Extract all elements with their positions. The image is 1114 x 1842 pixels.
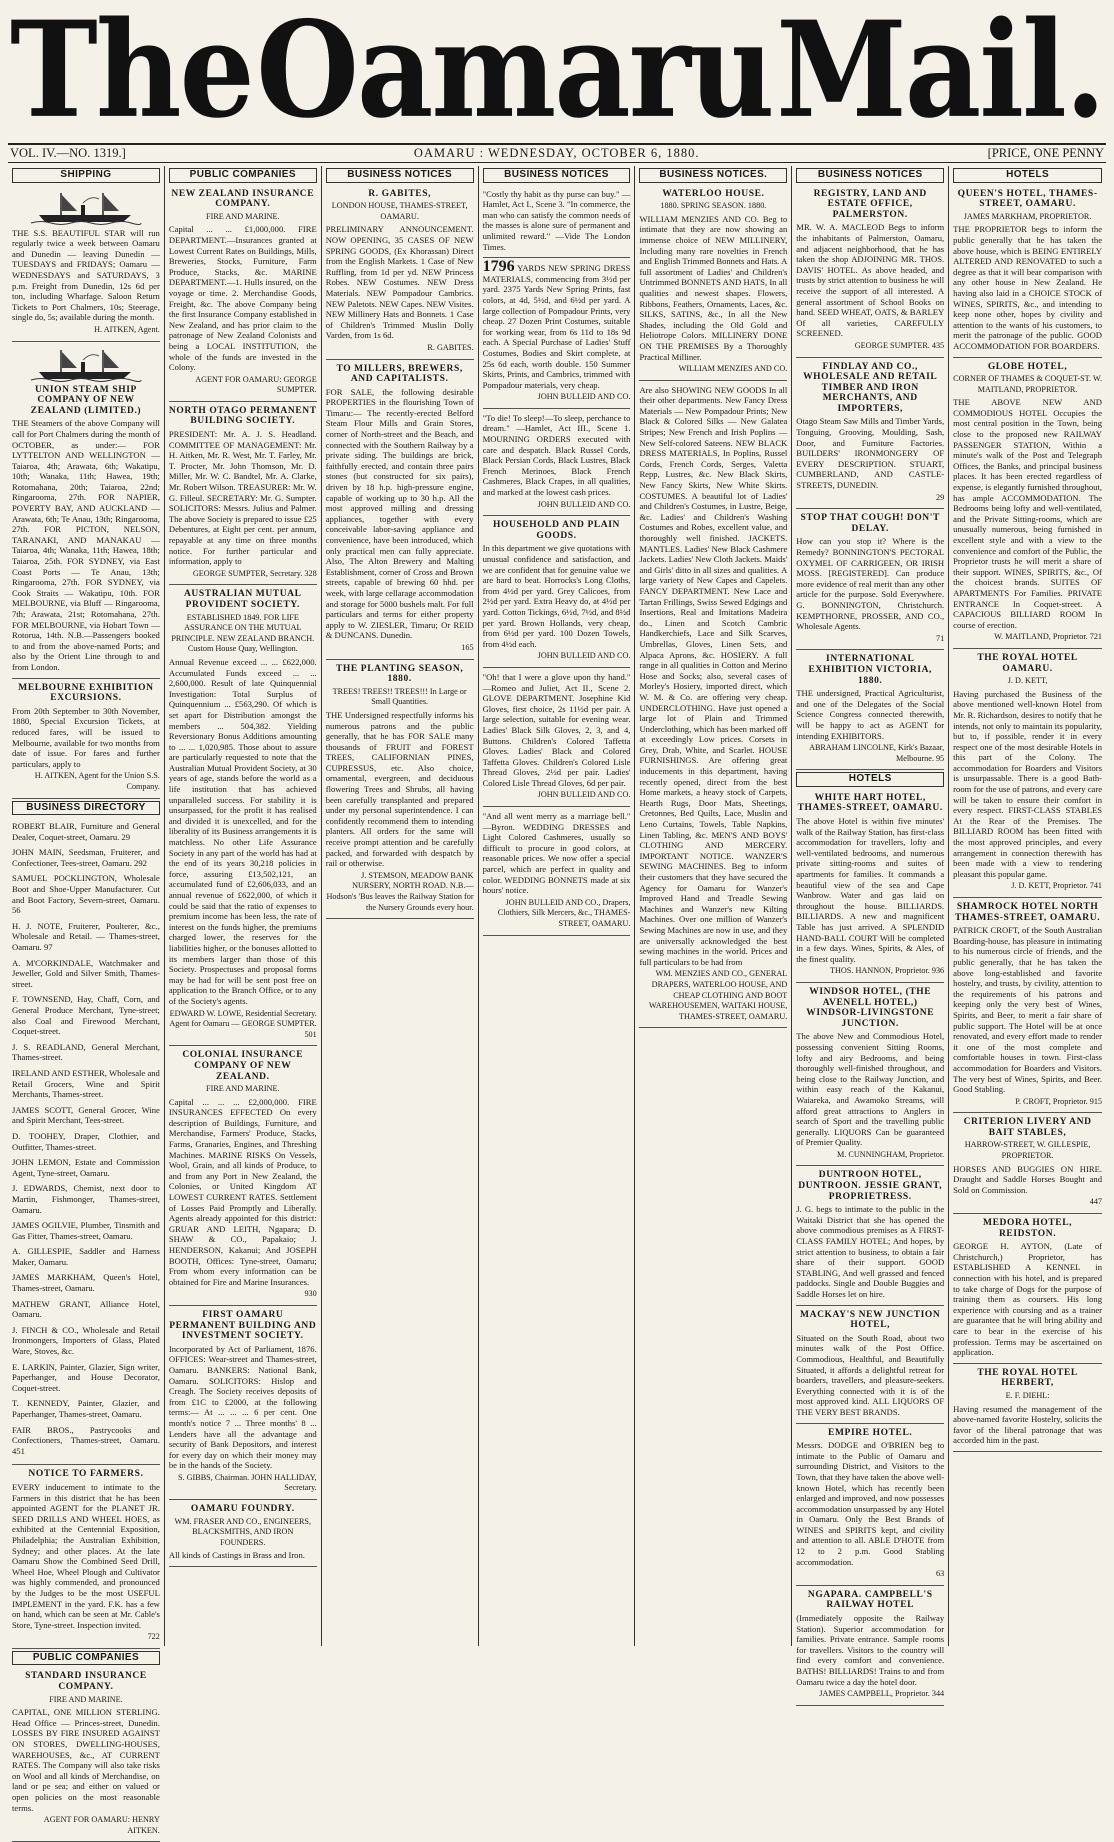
advertisement (796, 791, 944, 983)
directory-entry: JAMES OGILVIE, Plumber, Tinsmith and Gas Fitter, Thames-street, Oamaru. (12, 1220, 160, 1241)
ad-large-figure: 1796 (482, 258, 515, 276)
advertisement (483, 260, 631, 409)
ad-title: FINDLAY AND CO., WHOLESALE AND RETAIL TIMBER AND IRON MERCHANTS, AND IMPORTERS, (803, 361, 938, 414)
column-3 (322, 166, 479, 1646)
ad-subtitle: FIRE AND MARINE. (206, 1084, 280, 1094)
ad-signature: JOHN BULLEID AND CO., Drapers, Clothiers, Silk Mercers, &c., THAMES-STREET, OAMARU. (497, 897, 631, 928)
masthead-word-mail: Mail. (776, 0, 1104, 148)
advertisement (796, 1588, 944, 1706)
columns-container (8, 166, 1106, 1835)
ad-title: DUNTROON HOTEL, DUNTROON. JESSIE GRANT, PROPRIETRESS. (798, 1170, 943, 1202)
advertisement (953, 900, 1102, 1113)
ad-title: INTERNATIONAL EXHIBITION VICTORIA, 1880. (808, 654, 933, 686)
ad-signature: R. GABITES. (427, 342, 474, 352)
column-1 (8, 166, 165, 1835)
ad-title: SHAMROCK HOTEL NORTH THAMES-STREET, OAMARU. (954, 902, 1101, 923)
advertisement (796, 985, 944, 1167)
ad-body: HORSES AND BUGGIES ON HIRE. Draught and Saddle Horses Bought and Sold on Commission. (953, 1163, 1103, 1195)
ad-title: MELBOURNE EXHIBITION EXCURSIONS. (18, 682, 154, 704)
ad-title: STOP THAT COUGH! DON'T DELAY. (800, 513, 940, 534)
ad-signature: W. MAITLAND, Proprietor. 721 (994, 632, 1103, 642)
ad-body: THE Steamers of the above Company will call for Port Chalmers during the month of OCTOBER, as under:— FOR LYTTELTON AND WELLINGTON — Taiaroa, 4th; Arawata, 6th; Wakatipu, 10th; Wanaka, 11th; Hawea, 19th; Rotomahana, 20th; Taiaroa, 22nd; Ringarooma, 27th. FOR NAPIER, POVERTY BAY, AND AUCKLAND — Arawata, 6th; Te Anau, 13th; Ringarooma, 27th. FOR PICTON, NELSON, TARANAKI, AND MANAKAU — Taiaroa, 4th; Wanaka, 11th; Hawea, 18th; Taiaroa, 25th. FOR SYDNEY, via East Coast Ports — Te Anau, 13th; Ringarooma, 27th. FOR SYDNEY, via Cook Straits — Wakatipu, 10th. FOR MELBOURNE, via Bluff — Ringarooma, 7th; Arawata, 21st; Rotomahana, 27th. FOR MELBOURNE, via Hobart Town — Rotorua, 14th. N.B.—Passengers booked to and from the above-named Ports; and also by the Orient Line through to and from London. (12, 418, 160, 672)
standard-insurance-ad (12, 1669, 160, 1842)
ad-subtitle: HARROW-STREET, W. GILLESPIE, PROPRIETOR. (964, 1140, 1091, 1161)
ad-body: "And all went merry as a marriage bell." —Byron. WEDDING DRESSES and Light Colored Cashmeres, usually so difficult to procure in good colors, at reasonable prices. We now offer a special parcel, which are perfect in quality and color. WEDDING BONNETS made at six hours' notice. (482, 811, 631, 896)
masthead-word-oamaru: Oamaru (256, 0, 773, 148)
ad-signature: J. STEMSON, MEADOW BANK NURSERY, NORTH ROAD. N.B.—Hodson's 'Bus leaves the Railway Station for the Nursery Grounds every hour. (326, 870, 474, 912)
directory-entry: JAMES MARKHAM, Queen's Hotel, Thames-street, Oamaru. (12, 1272, 160, 1294)
ship-icon (31, 191, 141, 225)
advertisement (639, 187, 787, 381)
ad-body: "Oh! that I were a glove upon thy hand." —Romeo and Juliet, Act II., Scene 2. GLOVE DEPARTMENT. Josephine Kid Gloves, first choice, 2s 11½d per pair. A large selection, suitable for evening wear. Ladies' Black Silk Gloves, 2, 3, and 4, Buttons. Children's Colored Taffetta Gloves. Ladies' Black and Colored Taffetta Gloves. Children's Colored Lisle Thread Gloves, 2½d per pair. Ladies' Colored Lisle Thread Gloves, 6d per pair. (482, 671, 631, 788)
ad-body: PRELIMINARY ANNOUNCEMENT. NOW OPENING, 35 CASES OF NEW SPRING GOODS, (Ex Khorassan) Direct from the English Markets. 1 Case of New Ruffling, from 1d per yd. NEW Princess Robes. NEW Costumes. NEW Dress Materials. NEW Pompadour Cambrics. NEW Paletots. NEW Capes. NEW Visites. NEW Millinery Hats and Bonnets. 1 Case of Children's Trimmed Muslin Dolly Varden, from 1s 6d. (325, 224, 474, 341)
masthead (0, 0, 1114, 148)
ad-subtitle: J. D. KETT, (1007, 676, 1048, 686)
advertisement (326, 187, 474, 360)
ad-signature: H. AITKEN, Agent. (94, 324, 160, 334)
advertisement (953, 1366, 1102, 1452)
advertisement (953, 1115, 1102, 1214)
ad-title: NORTH OTAGO PERMANENT BUILDING SOCIETY. (168, 405, 317, 427)
directory-entry: D. TOOHEY, Draper, Clothier, and Outfitter, Thames-street. (12, 1130, 160, 1152)
ad-signature: 447 (1089, 1197, 1103, 1207)
ad-title: THE PLANTING SEASON, 1880. (335, 663, 464, 685)
masthead-word-the: The (10, 0, 253, 148)
ad-signature: J. D. KETT, Proprietor. 741 (1011, 881, 1103, 891)
ad-body: THE S.S. BEAUTIFUL STAR will run regularly twice a week between Oamaru and Dunedin — leaving Dunedin — TUESDAYS and FRIDAYS; Oamaru — WEDNESDAYS and SATURDAYS, 3 p.m. Freight from Dunedin, 12s 6d per ton, including Wharfage. Saloon Return Tickets to Port Chalmers, 10s; Steerage, single do, 5s; available during the month. (12, 227, 160, 323)
advertisement (796, 1426, 944, 1586)
ad-body: Capital ... ... ... £2,000,000. FIRE INSURANCES EFFECTED On every description of Buildings, Furniture, and Merchandise, Farmers' Produce, Stacks, Farms, Granaries, Engines, and Threshing Machines. MARINE RISKS On Vessels, Wool, Grain, and all kinds of Produce, to and from any Port in New Zealand, the Colonies, or United Kingdom AT LOWEST CURRENT RATES. Settlement of Losses Paid Promptly and Liberally. Agents already appointed for this district: GRUAR AND LEITH, Ngapara; D. SHAW & CO., Papakaio; J. HENDERSON, Kakanui; And JOSEPH BOOTH, Offices: Tyne-street, Oamaru; From whom every information can be obtained for Fire and Marine Insurances. (168, 1096, 317, 1287)
ad-body: Situated on the South Road, about two minutes walk of the Post Office. Commodious, Healthful, and Beautifully Situated, it affords a delightful retreat for boarders, travellers, and pleasure-seekers. Everything connected with it is of the most approved kind. ALL LIQUORS OF THE VERY BEST BRANDS. (796, 1332, 945, 1417)
column-2 (165, 166, 322, 1646)
ad-signature: 63 (935, 1569, 945, 1579)
directory-entry: ROBERT BLAIR, Furniture and General Dealer, Coquet-street, Oamaru. 29 (12, 821, 160, 842)
ad-signature: JOHN BULLEID AND CO. (537, 651, 631, 661)
advertisement (796, 360, 944, 510)
column-heading: SHIPPING (12, 168, 160, 183)
advertisement (169, 187, 317, 402)
ad-body: Capital ... ... £1,000,000. FIRE DEPARTMENT.—Insurances granted at Lowest Current Rates on Buildings, Mills, Breweries, Stocks, Furniture, Farm Produce, Stacks, &c. MARINE DEPARTMENT.—1. Hulls insured, on the voyage or time. 2. Merchandise Goods, Freight, &c. The above Company being the first Insurance Company established in New Zealand, and has prior claim to the patronage of New Zealand Colonists and being a LOCAL INSTITUTION, the whole of the funds are invested in the Colony. (168, 224, 317, 373)
advertisement (796, 1308, 944, 1424)
advertisement (953, 1216, 1102, 1364)
advertisement (12, 187, 160, 342)
directory-entry: J. S. READLAND, General Merchant, Thames-street. (12, 1041, 160, 1063)
ad-body: The above Hotel is within five minutes' walk of the Railway Station, has first-class accommodation for travellers, lofty and well-ventilated bedrooms, and numerous private sitting-rooms and suites of apartments for families. It commands a beautiful view of the sea and Cape Wanbrow. Water and gas laid on throughout the house. BILLIARDS. BILLIARDS. A new and magnificent Table has just arrived. A SPLENDID HAND-BALL COURT Will be completed in a few days. Wines, Spirits, & Ales, of the finest quality. (796, 816, 945, 964)
advertisement (953, 360, 1102, 649)
ad-body: The above New and Commodious Hotel, possessing convenient Sitting Rooms, lofty and airy Bedrooms, and being thoroughly well-finished throughout, and being close to the Railway Junction, and within easy reach of the Kakanui, Waiareka, and Awamoko Streams, will afford great attractions to Anglers in search of Sport and the travelling public generally. LIQUORS Can be guaranteed of Premier Quality. (796, 1031, 945, 1148)
ad-subtitle: FIRE AND MARINE. (206, 211, 280, 221)
advertisement (483, 187, 631, 259)
ad-title: GLOBE HOTEL, (987, 361, 1068, 372)
advertisement (953, 187, 1102, 358)
ad-body: "To die! To sleep!—To sleep, perchance to dream." —Hamlet, Act III., Scene 1. MOURNING ORDERS executed with care and despatch. Black Russel Cords, Black Persian Cords, Black Lustres, Black French Merinoes, Black French Cashmeres, Black Crapes, in all qualities, and marked at the lowest cash prices. (482, 412, 631, 498)
ad-title: THE ROYAL HOTEL OAMARU. (977, 652, 1078, 674)
ad-title: WATERLOO HOUSE. (662, 188, 765, 199)
ad-body: THE PROPRIETOR begs to inform the public generally that he has taken the above house, which is BEING ENTIRELY ALTERED AND RENOVATED to such a degree as that it will bear comparison with any other house in New Zealand. He having also laid in a CHOICE STOCK of WINES, SPIRITS, &c., and intending to keep none other, hopes by civility and attention to the wants of his customers, to merit the patronage of the public. GOOD ACCOMMODATION FOR BOARDERS. (953, 224, 1103, 351)
directory-entry: T. KENNEDY, Painter, Glazier, and Paperhanger, Thames-street, Oamaru. (12, 1398, 160, 1419)
volume-number: VOL. IV.—NO. 1319.] (10, 146, 126, 160)
ad-body: "Costly thy habit as thy purse can buy." —Hamlet, Act I., Scene 3. "In commerce, the man who can satisfy the common needs of the masses is alone sure of permanent and unlimited reward." —Vide The London Times. (482, 188, 631, 252)
ad-body: How can you stop it? Where is the Remedy? BONNINGTON'S PECTORAL OXYMEL OF CARRIGEEN, OR IRISH MOSS. [REGISTERED]. Can produce more evidence of real merit than any other article for the purpose. Sold Everywhere. G. BONNINGTON, Christchurch. KEMPTHORNE, PROSSER, AND CO., Wholesale Agents. (796, 536, 945, 632)
ad-signature: ABRAHAM LINCOLNE, Kirk's Bazaar, Melbourne. 95 (809, 743, 945, 763)
column-heading: BUSINESS NOTICES (483, 168, 631, 183)
section-heading: HOTELS (796, 772, 944, 787)
directory-entry: J. EDWARDS, Chemist, next door to Martin, Fishmonger, Thames-street, Oamaru. (12, 1183, 160, 1215)
ad-body: (Immediately opposite the Railway Station). Superior accommodation for families. Private entrance. Sample rooms for travellers. Visitors to the country will find every comfort and convenience. BATHS! BILLIARDS! Trains to and from Oamaru twice a day the hotel door. (796, 1613, 945, 1687)
ad-signature: 165 (461, 642, 474, 652)
public-companies-heading: PUBLIC COMPANIES (12, 1651, 160, 1666)
ad-title: THE ROYAL HOTEL HERBERT, (977, 1367, 1078, 1389)
ad-title: WINDSOR HOTEL, (THE AVENELL HOTEL,) WINDSOR-LIVINGSTONE JUNCTION. (806, 986, 935, 1029)
column-heading: BUSINESS NOTICES (326, 168, 474, 183)
ad-title: NEW ZEALAND INSURANCE COMPANY. (171, 188, 315, 210)
ad-title: CRITERION LIVERY AND BAIT STABLES, (963, 1117, 1092, 1138)
ad-title: OAMARU FOUNDRY. (190, 1504, 295, 1515)
ad-title: MEDORA HOTEL, REIDSTON. (983, 1218, 1073, 1239)
advertisement (796, 1168, 944, 1305)
ad-body: FOR SALE, the following desirable PROPERTIES in the flourishing Town of Timaru:— The recently-erected Belford Steam Flour Mills and Grain Stores, corner of North-street and the Beach, and connected with the Southern Railway by a private siding. The buildings are brick, faithfully erected, and contain three pairs stones (but constructed for six pairs), driven by 18 h.p. high-pressure engine, capable of working up to 30 h.p. All the most approved milling and dressing appliances, together with every conceivable labor-saving appliance and convenience, have been introduced, which only practical men can fully appreciate. Also, The Alton Brewery and Malting Establishment, corner of Cross and Brown streets, capable of brewing 60 hhd. per week, with large cellarage accommodation and storage for 5000 bushels malt. For full particulars and terms for either property apply to W. ZIESLER, Timaru; Or REID & DUNCANS. Dunedin. (325, 386, 474, 641)
advertisement (169, 404, 317, 586)
ad-signature: JOHN BULLEID AND CO. (537, 392, 631, 402)
ad-body: EVERY inducement to intimate to the Farmers in this district that he has been appointed AGENT for the PLANET JR. SEED DRILLS AND WHEEL HOES, as exhibited at the Centennial Exposition, Philadelphia; the Australian Exhibition, Sydney; and other places. At the late Oamaru Show the Combined Seed Drill, Wheel Hoe, Wheel Plough and Cultivator was highly commended, and pronounced by the Judges to be the most USEFUL IMPLEMENT in the yard. F.K. has a few on hand, which can be seen at Mr. Cable's Store, Tyne-street. Inspection invited. (12, 1481, 160, 1630)
column-5 (635, 166, 792, 1646)
ad-title: R. GABITES, (368, 188, 432, 199)
ad-subtitle: JAMES MARKHAM, PROPRIETOR. (963, 211, 1092, 221)
ad-title: FIRST OAMARU PERMANENT BUILDING AND INVESTMENT SOCIETY. (169, 1309, 317, 1342)
price: [PRICE, ONE PENNY (987, 146, 1104, 160)
ad-body: Incorporated by Act of Parliament, 1876. OFFICES: Wear-street and Thames-street, Oamaru. BANKERS: National Bank, Oamaru. SOLICITORS: Hislop and Creagh. The Society receives deposits of from £1C to £2000, at the following terms:— At ... ... ... 6 per cent. One month's notice 7 ... Three months' 8 ... Lenders have all the advantage and security of Bank Depositors, and interest for every day on which their money may be in the hands of the Society. (168, 1343, 317, 1471)
ship-icon (31, 348, 141, 382)
ad-signature: 930 (304, 1289, 317, 1299)
ad-signature: M. CUNNINGHAM, Proprietor. (837, 1149, 945, 1159)
ad-title: EMPIRE HOTEL. (828, 1427, 913, 1438)
notice-to-farmers (12, 1467, 160, 1649)
directory-entry: F. TOWNSEND, Hay, Chaff, Corn, and General Produce Merchant, Tyne-street; also Coal and Firewood Merchant, Coquet-street. (12, 994, 160, 1037)
column-heading: PUBLIC COMPANIES (169, 168, 317, 183)
ad-title: STANDARD INSURANCE COMPANY. (25, 1671, 147, 1693)
ad-body: From 20th September to 30th November, 1880, Special Excursion Tickets, at reduced fares, will be issued to Melbourne, available for two months from date of issue. For fares and further particulars, apply to (12, 705, 160, 769)
business-directory-heading: BUSINESS DIRECTORY (12, 801, 160, 816)
advertisement (483, 670, 631, 807)
ad-subtitle: WM. FRASER AND CO., ENGINEERS, BLACKSMITHS, AND IRON FOUNDERS. (174, 1516, 312, 1547)
directory-entry: JOHN LEMON, Estate and Commission Agent, Tyne-street, Oamaru. (12, 1157, 160, 1178)
ad-title: MACKAY'S NEW JUNCTION HOTEL, (800, 1309, 941, 1331)
directory-entry: JOHN MAIN, Seedsman, Fruiterer, and Confectioner, Tees-street, Oamaru. 292 (12, 847, 160, 868)
column-7 (949, 166, 1106, 1646)
issue-date: OAMARU : WEDNESDAY, OCTOBER 6, 1880. (413, 146, 700, 160)
ad-signature: AGENT FOR OAMARU: HENRY AITKEN. (43, 1815, 160, 1835)
directory-entry: JAMES SCOTT, General Grocer, Wine and Spirit Merchant, Tees-street. (12, 1104, 160, 1126)
ad-body: CAPITAL, ONE MILLION STERLING. Head Office — Princes-street, Dunedin. LOSSES BY FIRE INSURED AGAINST ON STORES, DWELLING-HOUSES, WAREHOUSES, &c., AT CURRENT RATES. The Company will also take risks on Wool and all kinds of Merchandise, on land or pe sea; and either on valued or open policies on the most reasonable terms. (12, 1707, 160, 1813)
column-6 (792, 166, 949, 1699)
ad-body: In this department we give quotations with unusual confidence and satisfaction, and we are confident that for genuine value we are hard to beat. Horrocks's Long Cloths, from 4½d per yard. Grey Calicoes, from 2½d per yard. Extra Heavy do, at 4½d per yard. Cotton Tickings, 6½d, 7½d, and 8½d per yard. Brown Hollands, very cheap, from 6½d per yard. 100 Dozen Towels, from 4½d each. (482, 543, 631, 649)
ad-signature: P. CROFT, Proprietor. 915 (1015, 1096, 1103, 1106)
ad-signature: GEORGE SUMPTER, Secretary. 328 (192, 568, 317, 578)
advertisement (483, 809, 631, 936)
ad-signature: EDWARD W. LOWE, Residential Secretary. Agent for Oamaru — GEORGE SUMPTER. 501 (169, 1008, 317, 1039)
ad-signature: 29 (935, 492, 945, 502)
advertisement (326, 662, 474, 920)
advertisement (169, 587, 317, 1046)
advertisement (12, 344, 160, 679)
directory-entry: FAIR BROS., Pastrycooks and Confectioners, Thames-street, Oamaru. 451 (12, 1424, 160, 1456)
ad-subtitle: 1880. SPRING SEASON. 1880. (660, 201, 767, 211)
ad-title: NOTICE TO FARMERS. (28, 1469, 144, 1480)
ad-body: PATRICK CROFT, of the South Australian Boarding-house, has pleasure in intimating to his numerous circle of friends, and the public generally, that he has taken the above long-established and favorite hostelry, and trusts, by civility, attention to the requirements of his patrons and keeping only the very best of Wines, Spirits, and Beer, to merit a fair share of public support. The Hotel will be at once renovated, and every effort made to render it one of the most complete and comfortable houses in town. First-class accommodation for Boarders and Visitors. The very best of Wines, Spirits, and Beer. Good Stabling. (953, 925, 1103, 1095)
ad-subtitle: LONDON HOUSE, THAMES-STREET, OAMARU. (331, 201, 468, 221)
ad-body: YARDS NEW SPRING DRESS MATERIALS, commencing from 3½d per yard. 2375 Yards New Spring Prints, fast colors, at 4d, 5½d, and 6½d per yard. A large collection of Pompadour Prints, very cheap. 27 Dozen Print Costumes, suitable for working wear, from 6s 11d to 18s 9d each. A Special Purchase of Ladies' Stuff Costumes, Bodies and Skirt complete, at 25s 6d each, worth double. 150 Summer Skirts, Prints, and Cambrics, trimmed with Pompadour materials, very cheap. (482, 263, 631, 390)
ad-subtitle: FIRE AND MARINE. (49, 1694, 123, 1704)
ad-body: THE Undersigned respectfully informs his numerous patrons and the public generally, that he has FOR SALE many thousands of FRUIT and FOREST TREES, CALIFORNIAN PINES, CUPRESSUS, etc. Also choice, ornamental, evergreen, and deciduous flowering Trees and Shrubs, all having been carefully transplanted and prepared under my personal superintendence. I can confidently recommend them to intending planters. All orders for the same will receive prompt attention and be carefully packed, and forwarded with despatch by rail or otherwise. (325, 709, 474, 869)
advertisement (639, 383, 787, 1029)
dateline (8, 143, 1106, 163)
ad-body: Annual Revenue exceed ... ... £622,000. Accumulated Funds exceed ... ... 2,600,000. Result of late Quinquennial Investigation: Total Surplus of Quinquennium ... £563,290. Of which is set apart for Distribution amongst the members ... 504,382. Yielding Reversionary Bonus Additions amounting to ... ... 1,020,985. Those about to assure are particularly requested to note that the Australian Mutual Provident Society, at 30 years of age, stands before the world as a life institution that has achieved unparalleled success. For stability it is unsurpassed, for the profit it has realised and divided it is unexcelled, and for the liberality of its Business arrangements it is matchless. No other Life Assurance Society in any part of the world has had at the end of its years 30,218 policies in force, assuring £13,502,121, an accumulated fund of £2,606,033, and an annual revenue of £622,000, of which it could be said that the ratio of expenses to premium income has been less, the rate of interest on the funds higher, the premiums charged lower, the reserves for the liabilities higher, or the bonuses allotted to its members larger than those of this Society. Prospectuses and proposal forms may be had for will be sent post free on application to the Branch Office, or to any of the Society's agents. (168, 656, 317, 1006)
ad-title: NGAPARA. CAMPBELL'S RAILWAY HOTEL (807, 1589, 933, 1611)
ad-signature: JAMES CAMPBELL, Proprietor. 344 (819, 1689, 945, 1699)
ad-body-with-figure (482, 258, 631, 390)
ad-subtitle: CORNER OF THAMES & COQUET-ST. W. MAITLAND, PROPRIETOR. (953, 374, 1102, 394)
directory-entry: A. GILLESPIE, Saddler and Harness Maker, Oamaru. (12, 1246, 160, 1267)
directory-entry: SAMUEL POCKLINGTON, Wholesale Boot and Shoe-Upper Manufacturer. Cut and Boot Factory, Severn-street, Oamaru. 56 (12, 873, 160, 916)
ad-body: PRESIDENT: Mr. A. J. S. Headland. COMMITTEE OF MANAGEMENT: Mr. H. Aitken, Mr. R. West, Mr. T. Farley, Mr. T. Procter, Mr. John Thomson, Mr. D. Miller, Mr. W. C. Bandtel, Mr. A. Clarke, Mr. Robert Wilson. TREASURER: Mr. W. G. Filleul. SECRETARY: Mr. G. Sumpter. SOLICITORS: Messrs. Julius and Palmer. The above Society is prepared to issue £25 Debentures, at Eight per cent. per annum, repayable at any time on three months notice. For further particular and information, apply to (168, 429, 317, 567)
directory-entry: H. J. NOTE, Fruiterer, Poulterer, &c., Wholesale and Retail. — Thames-street, Oamaru. 97 (12, 920, 160, 953)
directory-entry: J. FINCH & CO., Wholesale and Retail Ironmongers, Importers of Glass, Plated Ware, Stoves, &c. (12, 1324, 160, 1357)
advertisement (169, 1502, 317, 1567)
directory-entry: A. M'CORKINDALE, Watchmaker and Jeweller, Gold and Silver Smith, Thames-street. (12, 957, 160, 989)
ad-title: WHITE HART HOTEL, THAMES-STREET, OAMARU. (797, 792, 943, 814)
ad-title: TO MILLERS, BREWERS, AND CAPITALISTS. (336, 363, 463, 385)
advertisement (483, 411, 631, 516)
advertisement (953, 651, 1102, 898)
ad-body: Otago Steam Saw Mills and Timber Yards, Tonguing, Grooving, Moulding, Sash, Door, and Furniture Factories. BUILDERS' IRONMONGERY OF EVERY DESCRIPTION. STUART, CUMBERLAND, AND CASTLE-STREETS, DUNEDIN. (796, 416, 945, 491)
business-directory-list (12, 819, 160, 1465)
ad-title: UNION STEAM SHIP COMPANY OF NEW ZEALAND (LIMITED.) (30, 384, 142, 416)
column-heading: BUSINESS NOTICES (796, 168, 944, 183)
ad-body: Are also SHOWING NEW GOODS In all their other departments. New Fancy Dress Materials — New Pompadour Prints; New Black & Colored Silks — New Galatea Stripes; New French and Irish Poplins — New Self-colored Sateens. NEW BLACK DRESS MATERIALS, In Poplins, Russel Cords, French Cords, Serges, Valetta Repp, Lustres, &c. New Black Skirts, New Fancy Skirts, New White Skirts. COSTUMES. A beautiful lot of Ladies' and Children's Costumes, in Lustre, Beige, &c. Ladies' and Children's Washing Costumes and Robes, excellent value, and thoroughly well finished. JACKETS. MANTLES. Ladies' New Black Cashmere Jackets. Ladies' New Cloth Jackets. Maids' and Girls' ditto in all sizes and qualities. A large variety of New Capes and Capelets. FANCY DEPARTMENT. New Lace and Tartan Frillings, Swiss Sewed Edgings and Insertions, Real and Imitations Madeira do., Linen and Scotch Cambric Handkerchiefs, Lace and Silk Scarves, Umbrellas, Gloves, Linen Sets, and Alpaca Aprons, &c. HOSIERY. A full range in all qualities in Cotton and Merino Hose and Socks; also, several cases of Morley's Hosiery, imported direct, which W. M. & Co. are offering very cheap. UNDERCLOTHING. Have just opened a large lot of Plain and Trimmed Underclothing, which has been marked off at exceedingly Low prices. Corsets in Grey, Drab, White, and Scarlet. HOUSE FURNISHINGS. Are offering great inducements in this department, having recently opened, direct from the best Home markets, a heavy stock of Carpets, Hearth Rugs, Door Mats, Sheetings, Cretonnes, Bed Quilts, Lace, Muslin and Leno Curtains, Towels, Table Napkins, Linen Tabling, &c. MEN'S AND BOYS' CLOTHING AND MERCERY. IMPORTANT NOTICE. WANZER'S SEWING MACHINES. Beg to inform their customers that they have secured the Agency for Oamaru for Wanzer's Improved Hand and Treadle Sewing Machines and Wanzer's new Kilting Machines. Over one million of Wanzer's Sewing Machines are now in use, and they are universally acknowledged the best sewing machines in the world. Prices and full particulars to be had from (639, 384, 788, 967)
advertisement (169, 1308, 317, 1500)
column-heading: BUSINESS NOTICES. (639, 168, 787, 183)
ad-signature: H. AITKEN, Agent for the Union S.S. Company. (34, 771, 160, 791)
ad-title: HOUSEHOLD AND PLAIN GOODS. (493, 520, 621, 541)
ad-signature: 722 (147, 1632, 160, 1642)
directory-entry: IRELAND AND ESTHER, Wholesale and Retail Grocers, Wine and Spirit Merchants, Thames-street. (12, 1067, 160, 1100)
ad-signature: 71 (935, 633, 945, 643)
ad-signature: GEORGE SUMPTER. 435 (854, 340, 945, 350)
directory-entry: E. LARKIN, Painter, Glazier, Sign writer, Paperhanger, and House Decorator, Coquet-street. (12, 1361, 160, 1393)
ad-title: REGISTRY, LAND AND ESTATE OFFICE, PALMERSTON. (813, 188, 927, 220)
ad-title: AUSTRALIAN MUTUAL PROVIDENT SOCIETY. (183, 589, 302, 610)
advertisement (796, 187, 944, 358)
ad-body: Having resumed the management of the above-named favorite Hostelry, solicits the favor of the liberal patronage that was accorded him in the past. (953, 1403, 1103, 1446)
ad-signature: THOS. HANNON, Proprietor. 936 (829, 966, 945, 976)
ad-body: J. G. begs to intimate to the public in the Waitaki District that she has opened the above commodious premises as A FIRST-CLASS FAMILY HOTEL; And hopes, by strict attention to business, to obtain a fair share of their support. GOOD STABLING, And well grassed and fenced paddocks. Single and Double Buggies and Saddle Horses let on hire. (796, 1204, 945, 1299)
advertisement (12, 681, 160, 799)
advertisement (483, 518, 631, 668)
ad-signature: WM. MENZIES AND CO., GENERAL DRAPERS, WATERLOO HOUSE, AND CHEAP CLOTHING AND BOOT WAREHOUSEMEN, WAITAKI HOUSE, THAMES-STREET, OAMARU. (648, 969, 788, 1021)
ad-body: Messrs. DODGE and O'BRIEN beg to intimate to the Public of Oamaru and surrounding District, and Visitors to the Town, that they have taken the above well-known Hotel, which has recently been enlarged and improved, and now possesses accommodation unsurpassed by any Hotel in Oamaru. Only the Best Brands of WINES and SPIRITS kept, and civility and attention to all. ABLE D'HOTE from 12 to 2 p.m. Good Stabling accommodation. (796, 1440, 945, 1567)
ad-body: THE undersigned, Practical Agriculturist, and one of the Delegates of the Social Science Congress connected therewith, will be happy to act as AGENT for intending EXHIBITORS. (796, 688, 945, 741)
advertisement (326, 362, 474, 660)
column-4 (479, 166, 636, 1646)
ad-signature: WILLIAM MENZIES AND CO. (678, 364, 788, 374)
ad-signature: S. GIBBS, Chairman. JOHN HALLIDAY, Secretary. (177, 1472, 317, 1493)
ad-title: COLONIAL INSURANCE COMPANY OF NEW ZEALAND. (182, 1050, 304, 1082)
directory-entry: MATHEW GRANT, Alliance Hotel, Oamaru. (12, 1298, 160, 1320)
ad-subtitle: E. F. DIEHL: (1005, 1390, 1050, 1400)
ad-body: GEORGE H. AYTON, (Late of Christchurch,) Proprietor, has ESTABLISHED A KENNEL in connection with his hotel, and is prepared to take charge of Dogs for the purpose of training them as coursers. His long experience with coursing and as a trainer are guarantee that he will bring ability and care to bear in the exercise of his profession. Terms may be ascertained on application. (953, 1241, 1103, 1358)
ad-subtitle: ESTABLISHED 1849. FOR LIFE ASSURANCE ON THE MUTUAL PRINCIPLE. NEW ZEALAND BRANCH. Custom House Quay, Wellington. (171, 612, 315, 654)
ad-body: Having purchased the Business of the above mentioned well-known Hotel from Mr. R. Richardson, desires to notify that he intends, not only to maintain its popularity, but to, if possible, render it in every respect one of the most desirable Hotels in this part of the Colony. The accommodation for Boarders and Visitors is unsurpassable. There is a good Bath-room for the use of patrons, and every care will be taken to ensure their comfort in every respect. FIRST-CLASS STABLES At the Rear of the Premises. The BILLIARD ROOM has been fitted with the most approved principles, and every arrangement in connection therewith has been made with a view to rendering pleasant this popular game. (953, 688, 1103, 879)
ad-signature: JOHN BULLEID AND CO. (537, 790, 631, 800)
ad-body: MR. W. A. MACLEOD Begs to inform the inhabitants of Palmerston, Oamaru, and adjacent neighborhood, that he has taken the shop ADJOINING MR. THOS. DAVIS' HOTEL. As above headed, and trusts by strict attention to business he will receive the support of all interested. A general assortment of School Books on hand. SEED WHEAT, OATS, & BARLEY Of all varieties, CAREFULLY SCREENED. (796, 222, 945, 339)
ad-body: All kinds of Castings in Brass and Iron. (168, 1550, 305, 1561)
ad-body: THE ABOVE NEW AND COMMODIOUS HOTEL Occupies the most central position in the Town, being close to the proposed new RAILWAY PASSENGER STATION, Within a minute's walk of the Post and Telegraph Offices, the Banks, and principal business places. It has been erected regardless of expense, is elegantly furnished throughout, has ample ACCOMMODATION. The Bedrooms being lofty and well-ventilated, and the Private Sitting-rooms, which are unusually numerous, being furnished in excellent style and with a view to the convenience and comfort of the Public, the Proprietor trusts he will merit a share of their support. WINES, SPIRITS, &c., Of the choicest brands. SUITES OF APARTMENTS For Families. PRIVATE ENTRANCE In Coquet-street. A CAPACIOUS BILLIARD ROOM In course of erection. (953, 397, 1103, 630)
advertisement (169, 1048, 317, 1306)
ad-subtitle: TREES! TREES!! TREES!!! In Large or Small Quantities. (332, 686, 467, 707)
advertisement (796, 652, 944, 770)
ad-signature: AGENT FOR OAMARU: GEORGE SUMPTER. (195, 374, 317, 395)
advertisement (796, 511, 944, 650)
ad-signature: JOHN BULLEID AND CO. (537, 499, 631, 509)
ad-body: WILLIAM MENZIES AND CO. Beg to intimate that they are now showing an immense choice of NEW MILLINERY, Including many rare novelties in French and English Trimmed Bonnets and Hats. A full assortment of Ladies' and Children's Untrimmed BONNETS AND HATS, In all qualities and newest shapes. Flowers, Ribbons, Feathers, Ornaments, Laces, &c. SILKS, SATINS, &c., In all the New Shades, including the Old Gold and Heliotrope Colors. MILLINERY DONE ON THE PREMISES By a Thoroughly Practical Milliner. (639, 213, 788, 362)
ad-title: QUEEN'S HOTEL, THAMES-STREET, OAMARU. (957, 188, 1098, 210)
column-heading: HOTELS (953, 168, 1102, 183)
